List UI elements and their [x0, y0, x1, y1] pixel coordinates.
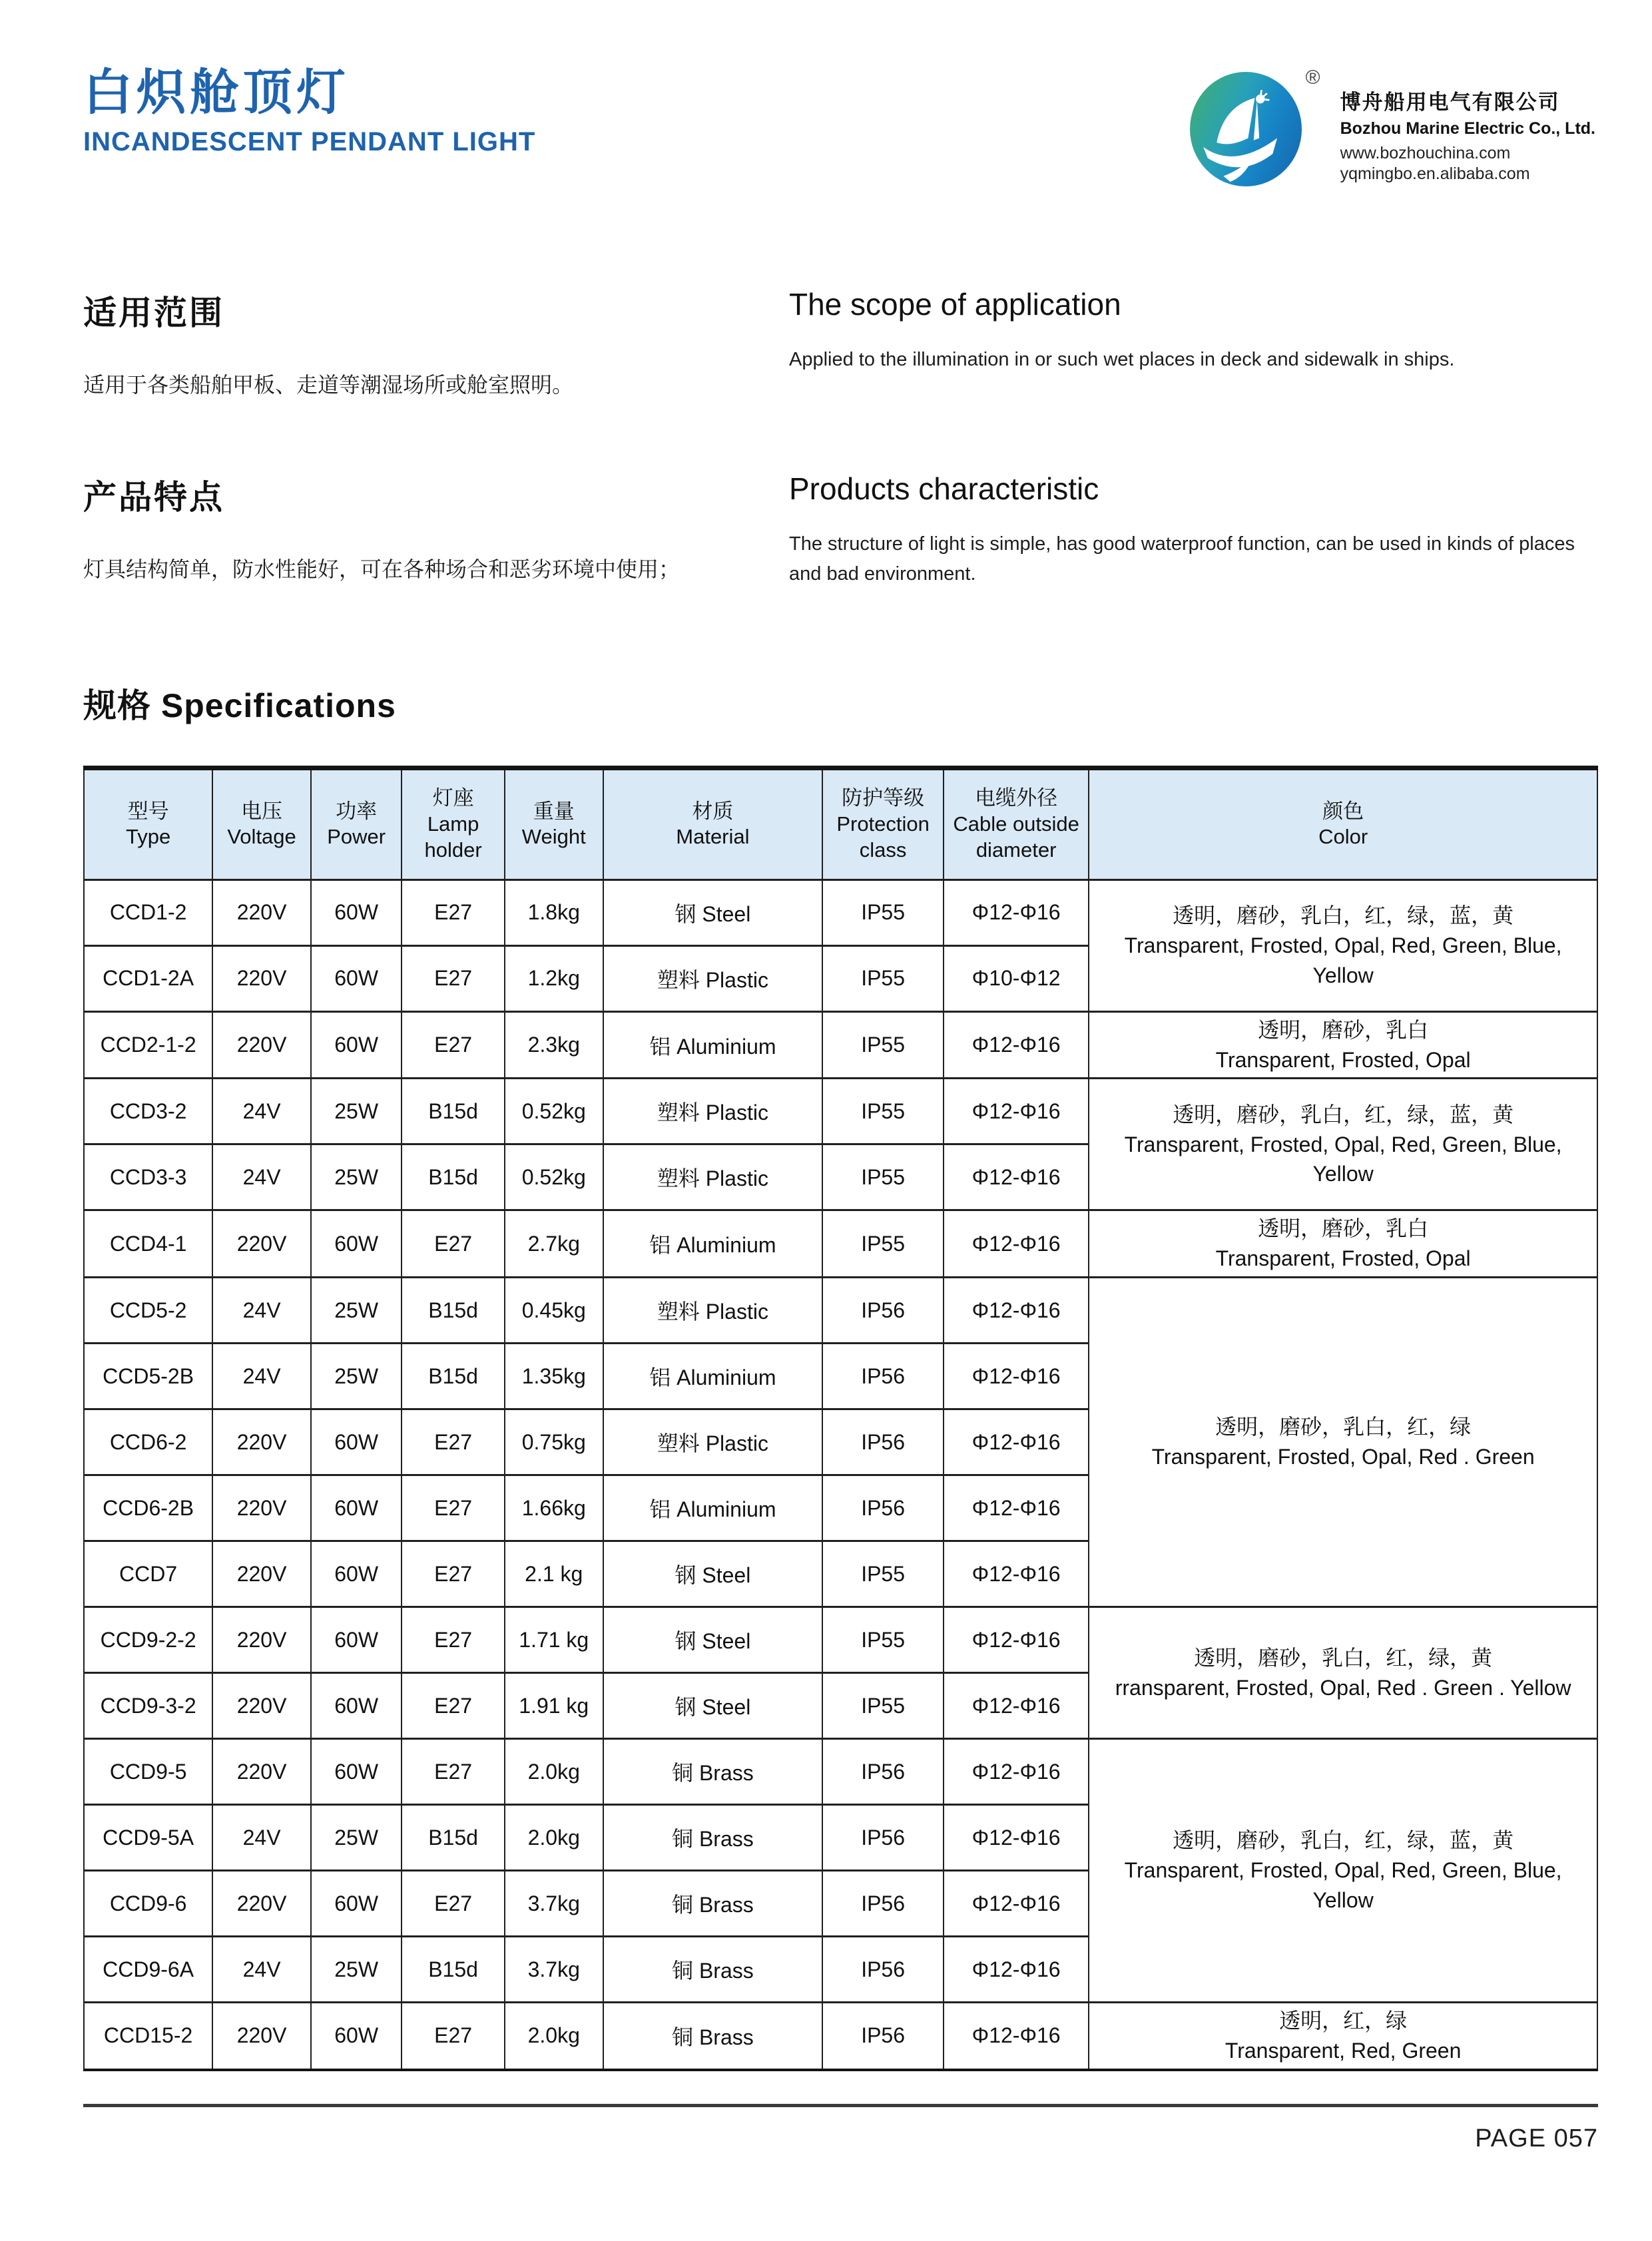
spec-cell-protection: IP55 — [822, 1673, 944, 1739]
spec-cell-holder: E27 — [402, 1673, 505, 1739]
spec-cell-type: CCD9-5 — [84, 1739, 212, 1805]
spec-cell-weight: 1.66kg — [505, 1475, 603, 1541]
spec-cell-weight: 0.52kg — [505, 1144, 603, 1210]
spec-cell-voltage: 24V — [212, 1278, 311, 1344]
spec-cell-material: 钢 Steel — [603, 1673, 823, 1739]
table-row — [84, 1079, 1597, 1144]
spec-cell-cable: Φ12-Φ16 — [944, 1937, 1089, 2003]
spec-cell-power: 60W — [311, 1409, 402, 1475]
spec-cell-protection: IP55 — [822, 1144, 944, 1210]
spec-cell-holder: E27 — [402, 1541, 505, 1607]
spec-cell-weight: 1.8kg — [505, 879, 603, 945]
scope-cn-block — [83, 286, 749, 401]
spec-cell-type: CCD9-3-2 — [84, 1673, 212, 1739]
spec-cell-protection: IP55 — [822, 945, 944, 1011]
spec-cell-power: 60W — [311, 1475, 402, 1541]
spec-cell-material: 铜 Brass — [603, 2003, 823, 2070]
sailboat-icon — [1190, 72, 1302, 186]
specs-title: 规格 Specifications — [83, 686, 396, 724]
spec-cell-power: 60W — [311, 1673, 402, 1739]
spec-cell-holder: B15d — [402, 1144, 505, 1210]
spec-cell-voltage: 220V — [212, 1739, 311, 1805]
spec-cell-material: 铜 Brass — [603, 1805, 823, 1871]
column-header: 电压 Voltage — [212, 768, 311, 879]
spec-cell-holder: B15d — [402, 1937, 505, 2003]
spec-cell-voltage: 24V — [212, 1344, 311, 1409]
spec-cell-color: 透明，磨砂，乳白，红，绿 Transparent, Frosted, Opal, Red . Green — [1089, 1278, 1597, 1607]
spec-cell-cable: Φ12-Φ16 — [944, 1344, 1089, 1409]
spec-cell-holder: B15d — [402, 1344, 505, 1409]
spec-cell-type: CCD4-1 — [84, 1210, 212, 1278]
column-header: 材质 Material — [603, 768, 823, 879]
spec-cell-cable: Φ12-Φ16 — [944, 1011, 1089, 1079]
spec-cell-material: 塑料 Plastic — [603, 1409, 823, 1475]
spec-cell-type: CCD9-6A — [84, 1937, 212, 2003]
footer-rule — [83, 2104, 1598, 2107]
company-brand — [1190, 67, 1595, 186]
spec-cell-voltage: 220V — [212, 1541, 311, 1607]
spec-cell-protection: IP56 — [822, 1937, 944, 2003]
spec-cell-holder: B15d — [402, 1278, 505, 1344]
spec-cell-type: CCD2-1-2 — [84, 1011, 212, 1079]
spec-cell-power: 60W — [311, 1871, 402, 1937]
spec-cell-voltage: 220V — [212, 1607, 311, 1673]
spec-cell-weight: 2.3kg — [505, 1011, 603, 1079]
spec-cell-protection: IP56 — [822, 1805, 944, 1871]
features-title-cn: 产品特点 — [83, 479, 224, 516]
company-alibaba-link[interactable]: yqmingbo.en.alibaba.com — [1340, 164, 1530, 183]
spec-cell-holder: E27 — [402, 1409, 505, 1475]
spec-cell-material: 铜 Brass — [603, 1739, 823, 1805]
table-row — [84, 1278, 1597, 1344]
spec-cell-cable: Φ10-Φ12 — [944, 945, 1089, 1011]
spec-cell-type: CCD1-2A — [84, 945, 212, 1011]
spec-cell-material: 塑料 Plastic — [603, 1278, 823, 1344]
spec-cell-type: CCD9-6 — [84, 1871, 212, 1937]
spec-cell-cable: Φ12-Φ16 — [944, 1210, 1089, 1278]
spec-cell-color: 透明，红，绿 Transparent, Red, Green — [1089, 2003, 1597, 2070]
spec-cell-voltage: 220V — [212, 1475, 311, 1541]
company-logo-icon — [1190, 72, 1302, 186]
spec-cell-voltage: 220V — [212, 1409, 311, 1475]
spec-cell-cable: Φ12-Φ16 — [944, 1541, 1089, 1607]
spec-cell-protection: IP55 — [822, 879, 944, 945]
specs-table — [83, 766, 1598, 2071]
spec-cell-type: CCD15-2 — [84, 2003, 212, 2070]
spec-cell-color: 透明，磨砂，乳白，红，绿，蓝，黄 Transparent, Frosted, Opal, Red, Green, Blue, Yellow — [1089, 1079, 1597, 1210]
spec-cell-color: 透明，磨砂，乳白，红，绿，蓝，黄 Transparent, Frosted, Opal, Red, Green, Blue, Yellow — [1089, 879, 1597, 1011]
spec-cell-material: 塑料 Plastic — [603, 945, 823, 1011]
spec-cell-protection: IP56 — [822, 1475, 944, 1541]
spec-cell-power: 25W — [311, 1805, 402, 1871]
spec-cell-cable: Φ12-Φ16 — [944, 2003, 1089, 2070]
spec-cell-cable: Φ12-Φ16 — [944, 1278, 1089, 1344]
spec-cell-material: 钢 Steel — [603, 1541, 823, 1607]
registered-trademark-icon: ® — [1305, 67, 1320, 89]
spec-cell-protection: IP56 — [822, 1344, 944, 1409]
spec-cell-material: 钢 Steel — [603, 1607, 823, 1673]
spec-cell-weight: 2.0kg — [505, 2003, 603, 2070]
spec-cell-material: 铝 Aluminium — [603, 1011, 823, 1079]
spec-cell-voltage: 220V — [212, 945, 311, 1011]
scope-body-en: Applied to the illumination in or such wet places in deck and sidewalk in ships. — [789, 349, 1455, 370]
column-header: 颜色 Color — [1089, 768, 1597, 879]
spec-cell-cable: Φ12-Φ16 — [944, 879, 1089, 945]
brand-text — [1340, 67, 1595, 184]
spec-cell-holder: E27 — [402, 1739, 505, 1805]
spec-cell-power: 25W — [311, 1144, 402, 1210]
spec-cell-color: 透明，磨砂，乳白，红，绿，蓝，黄 Transparent, Frosted, Opal, Red, Green, Blue, Yellow — [1089, 1739, 1597, 2003]
spec-cell-power: 60W — [311, 1210, 402, 1278]
spec-cell-holder: B15d — [402, 1805, 505, 1871]
column-header: 重量 Weight — [505, 768, 603, 879]
spec-cell-power: 25W — [311, 1344, 402, 1409]
spec-cell-cable: Φ12-Φ16 — [944, 1871, 1089, 1937]
table-row — [84, 1739, 1597, 1805]
spec-cell-voltage: 220V — [212, 1210, 311, 1278]
specs-table-body — [84, 879, 1597, 2069]
spec-cell-weight: 1.91 kg — [505, 1673, 603, 1739]
spec-cell-type: CCD7 — [84, 1541, 212, 1607]
page-footer — [83, 2104, 1598, 2153]
spec-cell-holder: E27 — [402, 1871, 505, 1937]
table-row — [84, 1210, 1597, 1278]
spec-cell-protection: IP56 — [822, 1278, 944, 1344]
spec-cell-protection: IP56 — [822, 1739, 944, 1805]
features-body-cn: 灯具结构简单，防水性能好，可在各种场合和恶劣环境中使用； — [83, 557, 681, 581]
spec-cell-voltage: 220V — [212, 2003, 311, 2070]
spec-cell-voltage: 24V — [212, 1805, 311, 1871]
company-name-en: Bozhou Marine Electric Co., Ltd. — [1340, 119, 1595, 138]
spec-cell-cable: Φ12-Φ16 — [944, 1079, 1089, 1144]
spec-cell-protection: IP55 — [822, 1210, 944, 1278]
logo-wrap — [1190, 67, 1323, 186]
column-header: 防护等级 Protection class — [822, 768, 944, 879]
spec-cell-type: CCD9-2-2 — [84, 1607, 212, 1673]
spec-cell-weight: 0.75kg — [505, 1409, 603, 1475]
page-title-en: INCANDESCENT PENDANT LIGHT — [83, 126, 536, 156]
spec-cell-material: 铜 Brass — [603, 1871, 823, 1937]
spec-cell-type: CCD6-2 — [84, 1409, 212, 1475]
spec-cell-material: 铝 Aluminium — [603, 1210, 823, 1278]
spec-cell-color: 透明，磨砂，乳白 Transparent, Frosted, Opal — [1089, 1210, 1597, 1278]
spec-cell-power: 60W — [311, 945, 402, 1011]
spec-cell-protection: IP56 — [822, 2003, 944, 2070]
spec-cell-type: CCD9-5A — [84, 1805, 212, 1871]
spec-cell-material: 铝 Aluminium — [603, 1475, 823, 1541]
spec-cell-power: 60W — [311, 2003, 402, 2070]
spec-cell-voltage: 220V — [212, 1011, 311, 1079]
spec-cell-protection: IP55 — [822, 1541, 944, 1607]
header-row — [84, 768, 1597, 879]
table-row — [84, 879, 1597, 945]
features-body-en: The structure of light is simple, has good waterproof function, can be used in kinds of places and bad environment. — [789, 533, 1575, 585]
scope-body-cn: 适用于各类船舶甲板、走道等潮湿场所或舱室照明。 — [83, 373, 574, 397]
spec-cell-type: CCD5-2 — [84, 1278, 212, 1344]
spec-cell-protection: IP55 — [822, 1607, 944, 1673]
spec-cell-voltage: 24V — [212, 1937, 311, 2003]
spec-cell-holder: E27 — [402, 1210, 505, 1278]
table-row — [84, 2003, 1597, 2070]
spec-cell-weight: 1.71 kg — [505, 1607, 603, 1673]
column-header: 灯座 Lamp holder — [402, 768, 505, 879]
scope-title-cn: 适用范围 — [83, 294, 224, 332]
spec-cell-power: 60W — [311, 1011, 402, 1079]
spec-cell-weight: 0.45kg — [505, 1278, 603, 1344]
spec-cell-holder: E27 — [402, 945, 505, 1011]
spec-cell-power: 60W — [311, 1607, 402, 1673]
spec-cell-voltage: 220V — [212, 1673, 311, 1739]
spec-cell-type: CCD1-2 — [84, 879, 212, 945]
features-cn-block — [83, 471, 749, 589]
spec-cell-protection: IP55 — [822, 1079, 944, 1144]
spec-cell-cable: Φ12-Φ16 — [944, 1475, 1089, 1541]
spec-cell-power: 60W — [311, 879, 402, 945]
spec-cell-cable: Φ12-Φ16 — [944, 1409, 1089, 1475]
column-header: 电缆外径 Cable outside diameter — [944, 768, 1089, 879]
spec-cell-voltage: 220V — [212, 879, 311, 945]
spec-cell-material: 塑料 Plastic — [603, 1144, 823, 1210]
spec-cell-power: 60W — [311, 1541, 402, 1607]
page-title-cn: 白炽舱顶灯 — [83, 65, 350, 120]
spec-cell-weight: 2.1 kg — [505, 1541, 603, 1607]
spec-cell-material: 钢 Steel — [603, 879, 823, 945]
features-en-block — [789, 471, 1598, 589]
spec-cell-material: 铜 Brass — [603, 1937, 823, 2003]
spec-cell-holder: B15d — [402, 1079, 505, 1144]
spec-cell-type: CCD3-2 — [84, 1079, 212, 1144]
spec-cell-type: CCD3-3 — [84, 1144, 212, 1210]
table-row — [84, 1607, 1597, 1673]
spec-cell-weight: 2.7kg — [505, 1210, 603, 1278]
spec-cell-holder: E27 — [402, 1607, 505, 1673]
spec-cell-material: 铝 Aluminium — [603, 1344, 823, 1409]
column-header: 型号 Type — [84, 768, 212, 879]
column-header: 功率 Power — [311, 768, 402, 879]
spec-cell-weight: 3.7kg — [505, 1871, 603, 1937]
features-title-en: Products characteristic — [789, 471, 1099, 506]
specs-section — [83, 679, 1598, 2071]
spec-cell-holder: E27 — [402, 1011, 505, 1079]
spec-cell-type: CCD6-2B — [84, 1475, 212, 1541]
company-name-cn: 博舟船用电气有限公司 — [1340, 91, 1560, 114]
spec-cell-color: 透明，磨砂，乳白 Transparent, Frosted, Opal — [1089, 1011, 1597, 1079]
spec-cell-power: 25W — [311, 1278, 402, 1344]
spec-cell-cable: Φ12-Φ16 — [944, 1739, 1089, 1805]
spec-cell-cable: Φ12-Φ16 — [944, 1607, 1089, 1673]
scope-en-block — [789, 286, 1598, 401]
company-website-link[interactable]: www.bozhouchina.com — [1340, 144, 1511, 162]
title-block — [83, 67, 535, 156]
spec-cell-weight: 3.7kg — [505, 1937, 603, 2003]
spec-cell-holder: E27 — [402, 1475, 505, 1541]
spec-cell-protection: IP55 — [822, 1011, 944, 1079]
spec-cell-weight: 2.0kg — [505, 1805, 603, 1871]
spec-cell-holder: E27 — [402, 879, 505, 945]
spec-cell-weight: 1.2kg — [505, 945, 603, 1011]
spec-cell-protection: IP56 — [822, 1409, 944, 1475]
intro-section — [83, 286, 1598, 589]
spec-cell-cable: Φ12-Φ16 — [944, 1805, 1089, 1871]
spec-cell-power: 60W — [311, 1739, 402, 1805]
spec-cell-voltage: 24V — [212, 1079, 311, 1144]
page-header — [83, 67, 1598, 186]
specs-table-head — [84, 768, 1597, 879]
table-row — [84, 1011, 1597, 1079]
spec-cell-type: CCD5-2B — [84, 1344, 212, 1409]
scope-title-en: The scope of application — [789, 287, 1121, 322]
spec-cell-weight: 2.0kg — [505, 1739, 603, 1805]
page-number: PAGE 057 — [1475, 2124, 1598, 2152]
spec-cell-voltage: 220V — [212, 1871, 311, 1937]
spec-cell-cable: Φ12-Φ16 — [944, 1673, 1089, 1739]
spec-cell-material: 塑料 Plastic — [603, 1079, 823, 1144]
spec-cell-voltage: 24V — [212, 1144, 311, 1210]
spec-cell-color: 透明，磨砂，乳白，红，绿，黄 rransparent, Frosted, Opal, Red . Green . Yellow — [1089, 1607, 1597, 1739]
spec-cell-weight: 1.35kg — [505, 1344, 603, 1409]
spec-cell-cable: Φ12-Φ16 — [944, 1144, 1089, 1210]
spec-cell-power: 25W — [311, 1937, 402, 2003]
spec-cell-power: 25W — [311, 1079, 402, 1144]
spec-cell-weight: 0.52kg — [505, 1079, 603, 1144]
spec-cell-holder: E27 — [402, 2003, 505, 2070]
spec-cell-protection: IP56 — [822, 1871, 944, 1937]
